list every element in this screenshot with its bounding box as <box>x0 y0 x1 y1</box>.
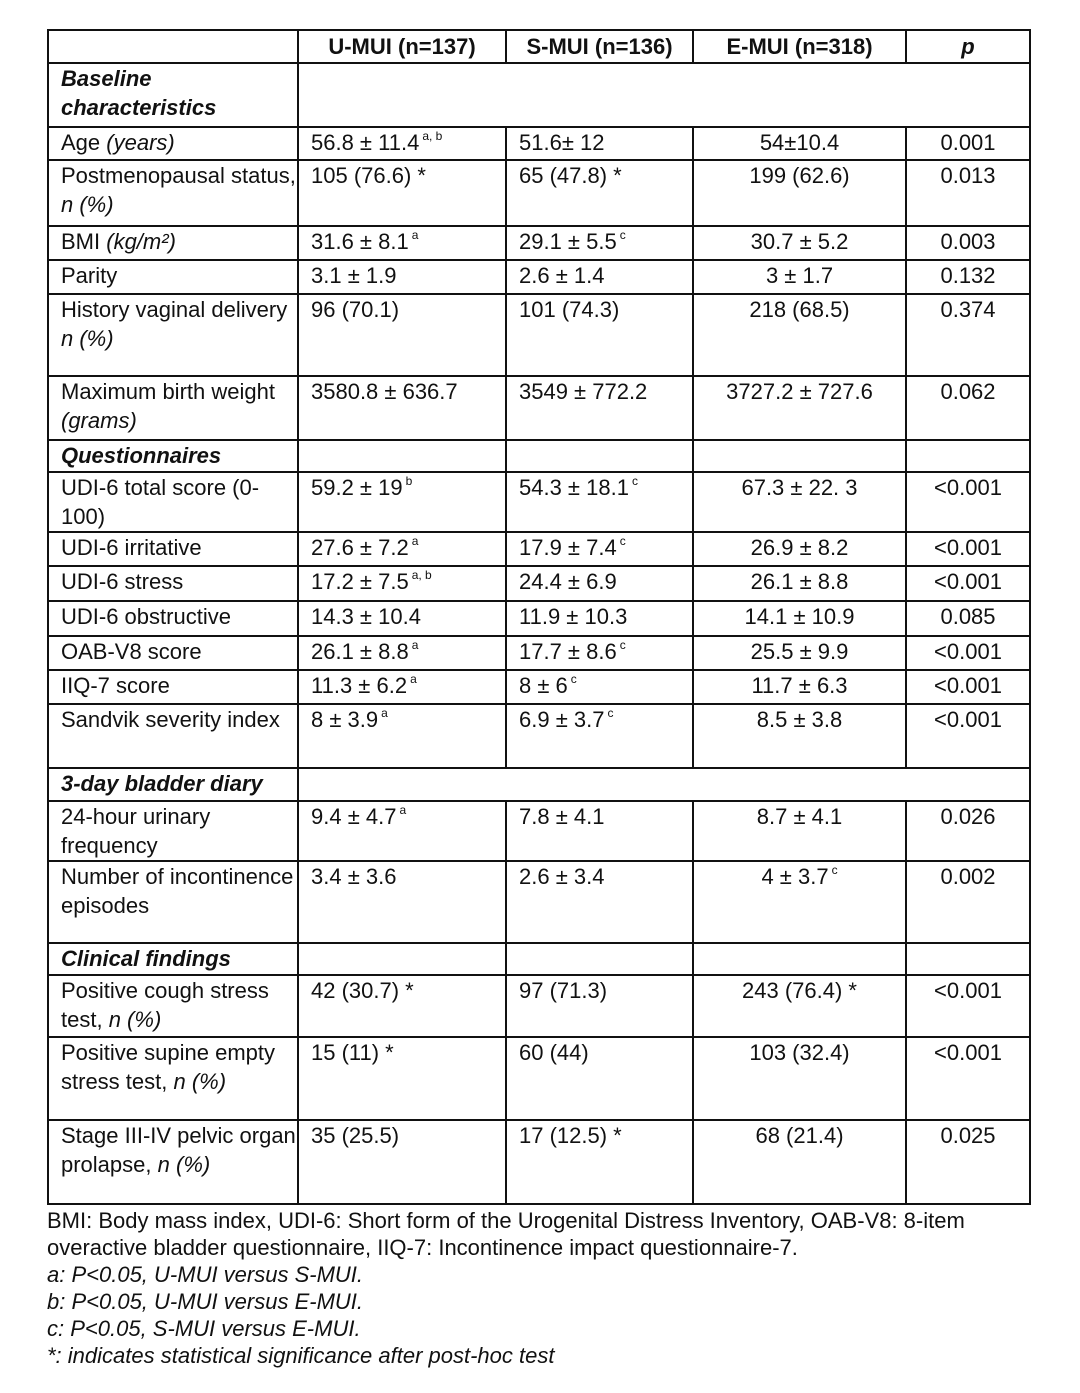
row-label <box>48 704 298 768</box>
header-cell-e-mui: E-MUI (n=318) <box>693 30 906 63</box>
section-label: 3-day bladder diary <box>48 768 298 801</box>
row-label-text: Sandvik severity index <box>61 707 280 732</box>
section-label: Questionnaires <box>48 440 298 472</box>
footnote-a: a: P<0.05, U-MUI versus S-MUI. <box>47 1262 364 1287</box>
significance-superscript: c <box>619 637 626 652</box>
section-empty-cell <box>506 440 693 472</box>
p-value-cell: 0.002 <box>906 861 1030 943</box>
p-value-cell: <0.001 <box>906 670 1030 704</box>
row-label-unit: n (%) <box>108 1007 162 1032</box>
e-mui-cell <box>693 975 906 1037</box>
table-row <box>48 670 1030 704</box>
s-mui-cell <box>506 1120 693 1204</box>
cell-value: 105 (76.6) * <box>311 163 426 188</box>
cell-value: 218 (68.5) <box>749 297 850 322</box>
p-value-cell: <0.001 <box>906 975 1030 1037</box>
significance-superscript: a <box>411 533 419 548</box>
header-cell-blank <box>48 30 298 63</box>
footnote-star: *: indicates statistical significance after post-hoc test <box>47 1343 555 1368</box>
section-label: Clinical findings <box>48 943 298 975</box>
e-mui-cell <box>693 294 906 376</box>
u-mui-cell <box>298 376 506 440</box>
u-mui-cell <box>298 566 506 601</box>
row-label-text: Positive supine empty stress test, <box>61 1040 275 1094</box>
significance-superscript: a, b <box>422 128 443 143</box>
row-label <box>48 861 298 943</box>
row-label <box>48 260 298 294</box>
significance-superscript: a <box>381 705 388 720</box>
cell-value: 15 (11) * <box>311 1040 394 1065</box>
significance-superscript: a <box>399 802 407 817</box>
significance-superscript: c <box>619 227 626 242</box>
row-label-text: History vaginal delivery <box>61 297 288 322</box>
e-mui-cell <box>693 801 906 861</box>
table-body <box>48 63 1030 1204</box>
p-value-cell: 0.062 <box>906 376 1030 440</box>
significance-superscript: c <box>619 533 626 548</box>
cell-value: 59.2 ± 19 <box>311 475 403 500</box>
cell-value: 11.7 ± 6.3 <box>751 673 848 698</box>
header-cell-u-mui: U-MUI (n=137) <box>298 30 506 63</box>
e-mui-cell <box>693 127 906 160</box>
footnote-c: c: P<0.05, S-MUI versus E-MUI. <box>47 1316 361 1341</box>
s-mui-cell <box>506 226 693 260</box>
significance-superscript: c <box>631 473 638 488</box>
s-mui-cell <box>506 1037 693 1120</box>
e-mui-cell <box>693 160 906 226</box>
row-label-unit: (grams) <box>61 408 137 433</box>
header-row <box>48 30 1030 63</box>
cell-value: 26.1 ± 8.8 <box>311 639 409 664</box>
table-row <box>48 472 1030 532</box>
p-value-cell: <0.001 <box>906 704 1030 768</box>
section-empty-cell <box>298 63 1030 127</box>
row-label-text: Age <box>61 130 101 155</box>
section-row <box>48 943 1030 975</box>
row-label-text: Positive cough stress test, <box>61 978 269 1032</box>
table-row <box>48 294 1030 376</box>
cell-value: 14.3 ± 10.4 <box>311 604 421 629</box>
cell-value: 243 (76.4) * <box>742 978 857 1003</box>
cell-value: 8.5 ± 3.8 <box>756 707 843 732</box>
s-mui-cell <box>506 472 693 532</box>
cell-value: 25.5 ± 9.9 <box>750 639 849 664</box>
row-label-text: OAB-V8 score <box>61 639 202 664</box>
s-mui-cell <box>506 670 693 704</box>
e-mui-cell <box>693 1120 906 1204</box>
cell-value: 96 (70.1) <box>311 297 400 322</box>
cell-value: 11.3 ± 6.2 <box>311 673 408 698</box>
u-mui-cell <box>298 294 506 376</box>
p-value-cell: <0.001 <box>906 636 1030 670</box>
table-row <box>48 801 1030 861</box>
abbreviations-note: BMI: Body mass index, UDI-6: Short form of the Urogenital Distress Inventory, OAB-V8: 8-item overactive bladder questionnaire, IIQ-7: Incontinence impact questionnaire-7. <box>47 1208 965 1260</box>
section-empty-cell <box>298 943 506 975</box>
row-label-text: Stage III-IV pelvic organ prolapse, <box>61 1123 296 1177</box>
section-empty-cell <box>298 440 506 472</box>
u-mui-cell <box>298 670 506 704</box>
section-empty-cell <box>906 440 1030 472</box>
cell-value: 24.4 ± 6.9 <box>519 569 617 594</box>
s-mui-cell <box>506 160 693 226</box>
cell-value: 8 ± 3.9 <box>311 707 379 732</box>
characteristics-table <box>47 29 1031 1205</box>
cell-value: 11.9 ± 10.3 <box>519 604 628 629</box>
significance-superscript: c <box>570 671 577 686</box>
row-label-text: UDI-6 stress <box>61 569 184 594</box>
table-row <box>48 226 1030 260</box>
e-mui-cell <box>693 861 906 943</box>
p-value-cell: 0.013 <box>906 160 1030 226</box>
u-mui-cell <box>298 472 506 532</box>
cell-value: 8.7 ± 4.1 <box>756 804 843 829</box>
cell-value: 54±10.4 <box>759 130 840 155</box>
row-label <box>48 636 298 670</box>
u-mui-cell <box>298 226 506 260</box>
table-row <box>48 975 1030 1037</box>
s-mui-cell <box>506 376 693 440</box>
significance-superscript: a <box>411 637 419 652</box>
table-row <box>48 260 1030 294</box>
p-value-cell: 0.132 <box>906 260 1030 294</box>
row-label <box>48 601 298 636</box>
cell-value: 42 (30.7) * <box>311 978 414 1003</box>
e-mui-cell <box>693 226 906 260</box>
cell-value: 17 (12.5) * <box>519 1123 622 1148</box>
row-label-unit: n (%) <box>61 192 114 217</box>
row-label-text: 24-hour urinary frequency <box>61 804 211 858</box>
e-mui-cell <box>693 376 906 440</box>
table-row <box>48 376 1030 440</box>
row-label-text: Postmenopausal status, <box>61 163 296 188</box>
cell-value: 8 ± 6 <box>519 673 568 698</box>
cell-value: 3 ± 1.7 <box>765 263 834 288</box>
header-cell-s-mui: S-MUI (n=136) <box>506 30 693 63</box>
s-mui-cell <box>506 801 693 861</box>
cell-value: 51.6± 12 <box>519 130 605 155</box>
cell-value: 17.9 ± 7.4 <box>519 535 617 560</box>
row-label <box>48 160 298 226</box>
section-empty-cell <box>693 440 906 472</box>
section-row <box>48 768 1030 801</box>
cell-value: 68 (21.4) <box>755 1123 844 1148</box>
table-row <box>48 636 1030 670</box>
significance-superscript: a <box>410 671 417 686</box>
cell-value: 3.4 ± 3.6 <box>311 864 397 889</box>
row-label <box>48 670 298 704</box>
p-value-cell: 0.003 <box>906 226 1030 260</box>
cell-value: 2.6 ± 3.4 <box>519 864 605 889</box>
s-mui-cell <box>506 260 693 294</box>
section-empty-cell <box>506 943 693 975</box>
row-label <box>48 532 298 566</box>
cell-value: 60 (44) <box>519 1040 589 1065</box>
p-value-cell: 0.026 <box>906 801 1030 861</box>
section-label: Baseline characteristics <box>48 63 298 127</box>
cell-value: 3.1 ± 1.9 <box>311 263 397 288</box>
u-mui-cell <box>298 160 506 226</box>
e-mui-cell <box>693 532 906 566</box>
cell-value: 3549 ± 772.2 <box>519 379 648 404</box>
cell-value: 4 ± 3.7 <box>761 864 829 889</box>
u-mui-cell <box>298 260 506 294</box>
cell-value: 103 (32.4) <box>749 1040 850 1065</box>
header-cell-p: p <box>906 30 1030 63</box>
p-value-cell: 0.025 <box>906 1120 1030 1204</box>
row-label-text: BMI <box>61 229 101 254</box>
cell-value: 67.3 ± 22. 3 <box>741 475 858 500</box>
s-mui-cell <box>506 861 693 943</box>
cell-value: 14.1 ± 10.9 <box>744 604 855 629</box>
u-mui-cell <box>298 975 506 1037</box>
e-mui-cell <box>693 601 906 636</box>
s-mui-cell <box>506 704 693 768</box>
cell-value: 17.7 ± 8.6 <box>519 639 617 664</box>
cell-value: 17.2 ± 7.5 <box>311 569 409 594</box>
cell-value: 27.6 ± 7.2 <box>311 535 409 560</box>
cell-value: 26.1 ± 8.8 <box>750 569 849 594</box>
u-mui-cell <box>298 704 506 768</box>
row-label <box>48 801 298 861</box>
row-label-text: UDI-6 total score (0-100) <box>61 475 260 529</box>
row-label-unit: (kg/m²) <box>106 229 176 254</box>
row-label-unit: n (%) <box>61 326 114 351</box>
cell-value: 35 (25.5) <box>311 1123 400 1148</box>
u-mui-cell <box>298 861 506 943</box>
p-value-cell: 0.374 <box>906 294 1030 376</box>
u-mui-cell <box>298 1037 506 1120</box>
document <box>47 29 1029 1369</box>
s-mui-cell <box>506 636 693 670</box>
cell-value: 30.7 ± 5.2 <box>750 229 849 254</box>
row-label <box>48 226 298 260</box>
cell-value: 97 (71.3) <box>519 978 608 1003</box>
significance-superscript: a <box>411 227 419 242</box>
p-value-cell: <0.001 <box>906 1037 1030 1120</box>
row-label <box>48 975 298 1037</box>
e-mui-cell <box>693 260 906 294</box>
s-mui-cell <box>506 601 693 636</box>
row-label <box>48 376 298 440</box>
u-mui-cell <box>298 801 506 861</box>
footnote-b: b: P<0.05, U-MUI versus E-MUI. <box>47 1289 364 1314</box>
row-label-unit: (years) <box>106 130 175 155</box>
table-row <box>48 601 1030 636</box>
s-mui-cell <box>506 127 693 160</box>
s-mui-cell <box>506 532 693 566</box>
u-mui-cell <box>298 601 506 636</box>
s-mui-cell <box>506 566 693 601</box>
section-empty-cell <box>693 943 906 975</box>
cell-value: 29.1 ± 5.5 <box>519 229 617 254</box>
u-mui-cell <box>298 127 506 160</box>
p-value-cell: 0.001 <box>906 127 1030 160</box>
table-row <box>48 861 1030 943</box>
row-label-unit: n (%) <box>173 1069 227 1094</box>
section-empty-cell <box>906 943 1030 975</box>
cell-value: 3727.2 ± 727.6 <box>726 379 873 404</box>
section-empty-cell <box>298 768 1030 801</box>
row-label <box>48 472 298 532</box>
cell-value: 3580.8 ± 636.7 <box>311 379 458 404</box>
row-label-unit: n (%) <box>157 1152 211 1177</box>
row-label-text: Number of incontinence episodes <box>61 864 294 918</box>
row-label-text: Parity <box>61 263 118 288</box>
e-mui-cell <box>693 1037 906 1120</box>
significance-superscript: c <box>831 862 838 877</box>
row-label-text: UDI-6 irritative <box>61 535 202 560</box>
u-mui-cell <box>298 636 506 670</box>
p-value-cell: 0.085 <box>906 601 1030 636</box>
row-label <box>48 127 298 160</box>
significance-superscript: c <box>607 705 614 720</box>
u-mui-cell <box>298 532 506 566</box>
table-row <box>48 566 1030 601</box>
s-mui-cell <box>506 975 693 1037</box>
cell-value: 199 (62.6) <box>749 163 850 188</box>
row-label-text: UDI-6 obstructive <box>61 604 231 629</box>
table-row <box>48 704 1030 768</box>
cell-value: 2.6 ± 1.4 <box>519 263 605 288</box>
cell-value: 56.8 ± 11.4 <box>311 130 420 155</box>
cell-value: 26.9 ± 8.2 <box>750 535 849 560</box>
section-row <box>48 63 1030 127</box>
e-mui-cell <box>693 670 906 704</box>
p-value-cell: <0.001 <box>906 566 1030 601</box>
cell-value: 9.4 ± 4.7 <box>311 804 397 829</box>
cell-value: 101 (74.3) <box>519 297 620 322</box>
table-row <box>48 127 1030 160</box>
e-mui-cell <box>693 566 906 601</box>
table-row <box>48 532 1030 566</box>
row-label-text: Maximum birth weight <box>61 379 275 404</box>
p-value-cell: <0.001 <box>906 532 1030 566</box>
cell-value: 7.8 ± 4.1 <box>519 804 605 829</box>
e-mui-cell <box>693 472 906 532</box>
table-row <box>48 160 1030 226</box>
u-mui-cell <box>298 1120 506 1204</box>
significance-superscript: b <box>405 473 413 488</box>
table-notes <box>47 1207 1029 1369</box>
e-mui-cell <box>693 636 906 670</box>
cell-value: 54.3 ± 18.1 <box>519 475 629 500</box>
table-row <box>48 1037 1030 1120</box>
p-value-cell: <0.001 <box>906 472 1030 532</box>
row-label-text: IIQ-7 score <box>61 673 170 698</box>
significance-superscript: a, b <box>411 567 432 582</box>
cell-value: 31.6 ± 8.1 <box>311 229 409 254</box>
row-label <box>48 1120 298 1204</box>
table-row <box>48 1120 1030 1204</box>
row-label <box>48 294 298 376</box>
row-label <box>48 1037 298 1120</box>
cell-value: 65 (47.8) * <box>519 163 622 188</box>
cell-value: 6.9 ± 3.7 <box>519 707 605 732</box>
s-mui-cell <box>506 294 693 376</box>
row-label <box>48 566 298 601</box>
e-mui-cell <box>693 704 906 768</box>
section-row <box>48 440 1030 472</box>
